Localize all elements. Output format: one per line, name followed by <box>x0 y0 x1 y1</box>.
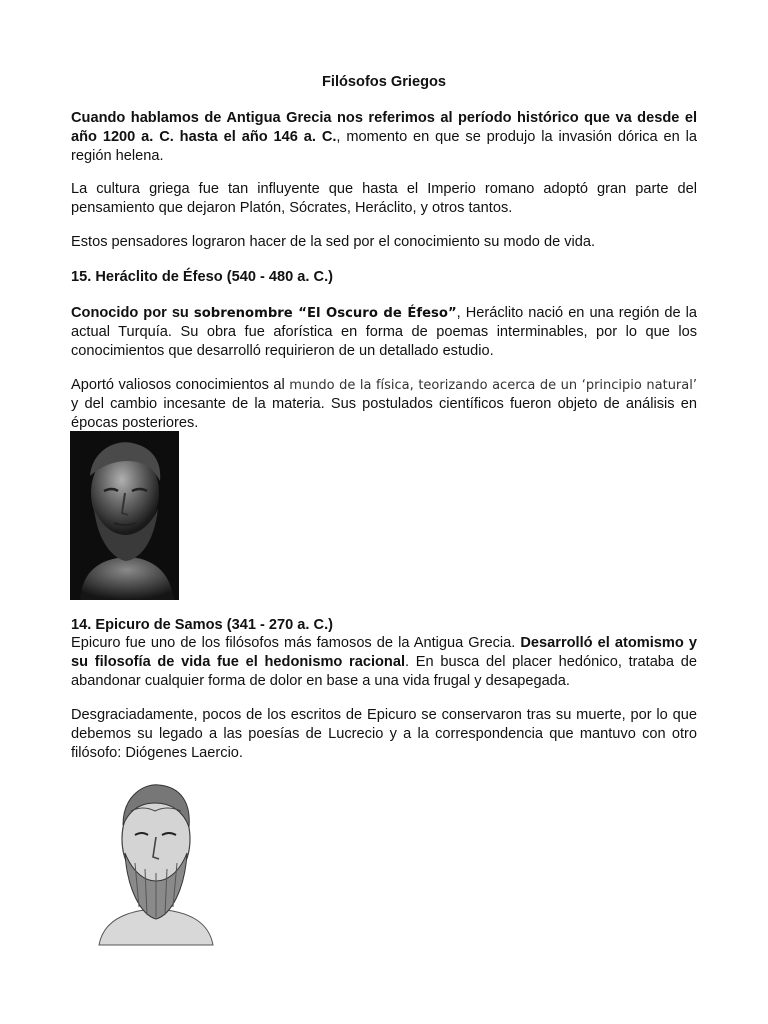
intro-paragraph-1 <box>71 109 697 166</box>
intro-paragraph-2: La cultura griega fue tan influyente que hasta el Imperio romano adoptó gran parte del pensamiento que dejaron Platón, Sócrates, Heráclito, y otros tantos. <box>71 181 697 216</box>
heraclito-rest: , Heráclito nació en una región de la actual Turquía. Su obra fue aforística en forma de poemas interminables, por lo que los conocimientos que desarrolló requirieron de un detallado estudio. <box>71 305 697 359</box>
heraclito-bust-image <box>70 431 179 600</box>
intro-rest-text: , momento en que se produjo la invasión dórica en la región helena. <box>71 129 697 164</box>
intro-bold-text: Cuando hablamos de Antigua Grecia nos referimos al período histórico que va desde el año 1200 a. C. hasta el año 146 a. C. <box>71 110 697 145</box>
heraclito-paragraph-2 <box>71 376 697 433</box>
epicuro-paragraph-1 <box>71 634 697 691</box>
heraclito-p2-a: Aportó valiosos conocimientos al <box>71 377 290 393</box>
heraclito-p2-b: mundo de la física, teorizando acerca de un ‘principio natural’ <box>289 378 697 393</box>
heraclito-paragraph-1 <box>71 304 697 361</box>
epicuro-paragraph-2: Desgraciadamente, pocos de los escritos de Epicuro se conservaron tras su muerte, por lo que debemos su legado a las poesías de Lucrecio y a la correspondencia que mantuvo con otro filósofo: Diógenes Laercio. <box>71 707 697 761</box>
intro-paragraph-3: Estos pensadores lograron hacer de la sed por el conocimiento su modo de vida. <box>71 234 596 250</box>
epicuro-p1-a: Epicuro fue uno de los filósofos más famosos de la Antigua Grecia. <box>71 635 521 651</box>
heraclito-heading: 15. Heráclito de Éfeso (540 - 480 a. C.) <box>71 269 333 285</box>
epicuro-p1-bold: Desarrolló el atomismo y su filosofía de vida fue el hedonismo racional <box>71 635 697 670</box>
heraclito-p2-c: y del cambio incesante de la materia. Sus postulados científicos fueron objeto de análisis en épocas posteriores. <box>71 396 697 431</box>
epicuro-p1-rest: . En busca del placer hedónico, trataba de abandonar cualquier forma de dolor en base a una vida frugal y desapegada. <box>71 654 697 689</box>
epicuro-bust-image <box>95 777 217 947</box>
heraclito-bold-b: sobrenombre “El Oscuro de Éfeso” <box>193 306 457 321</box>
heraclito-bold-a: Conocido por su <box>71 305 194 321</box>
document-title: Filósofos Griegos <box>321 74 447 90</box>
epicuro-heading: 14. Epicuro de Samos (341 - 270 a. C.) <box>71 617 333 633</box>
